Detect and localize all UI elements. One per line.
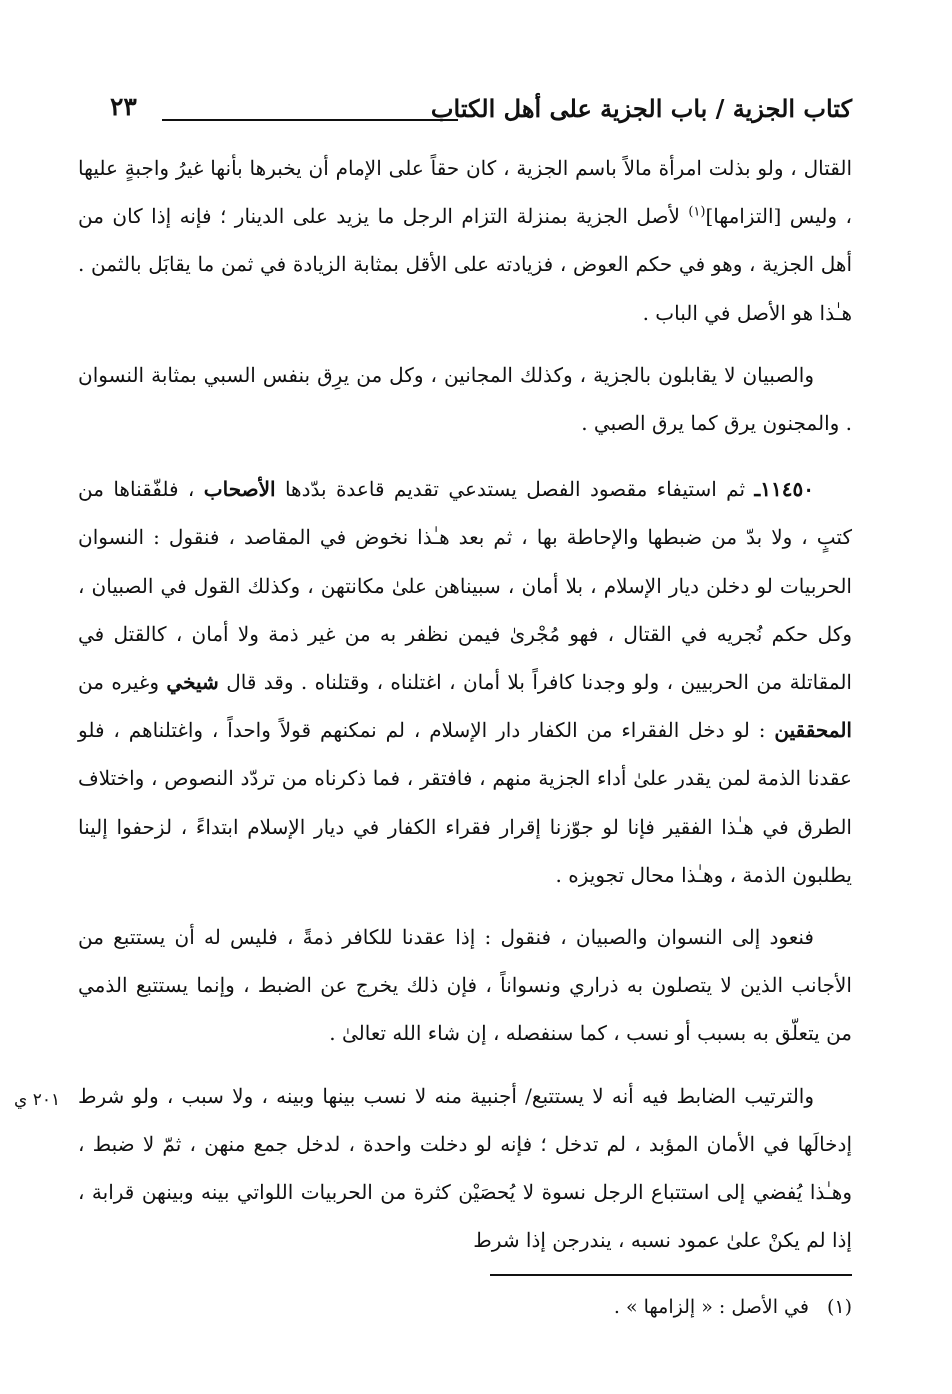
term-shaykhi: شيخي	[166, 670, 219, 695]
paragraph-3	[78, 465, 852, 899]
footnote-rule	[490, 1274, 852, 1276]
main-text	[78, 144, 852, 1264]
footnote-ref: (١)	[688, 204, 706, 220]
paragraph-1	[78, 144, 852, 337]
term-ashab: الأصحاب	[203, 477, 276, 502]
footnote	[614, 1296, 852, 1318]
paragraph-3-text-a: ثم استيفاء مقصود الفصل يستدعي تقديم قاعدة بدّدها	[275, 477, 755, 502]
paragraph-2: والصبيان لا يقابلون بالجزية ، وكذلك المجانين ، وكل من يرِق بنفس السبي بمثابة النسوان . والمجنون يرق كما يرق الصبي .	[78, 362, 852, 436]
paragraph-3-text-c: وغيره من	[78, 670, 167, 695]
running-header	[100, 94, 852, 134]
paragraph-3-text-b: ، فلفّقناها من كتبٍ ، ولا بدّ من ضبطها والإحاطة بها ، ثم بعد هـٰذا نخوض في المقاصد ، فنقول : النسوان الحربيات لو دخلن ديار الإسلام ، بلا أمان ، سبيناهن علىٰ مكانتهن ، وكذلك القول في الصبيان ، وكل حكم نُجريه في القتال ، فهو مُجْرىٰ فيمن نظفر به من غير ذمة ولا أمان ، كالقتل في المقاتلة من الحربيين ، ولو وجدنا كافراً بلا أمان ، اغتلناه ، وقتلناه . وقد قال	[78, 477, 852, 695]
term-muhaqqiqin: المحققين	[774, 718, 852, 743]
paragraph-5: والترتيب الضابط فيه أنه لا يستتبع/ أجنبية منه لا نسب بينها وبينه ، ولا سبب ، ولو شرط إدخالَها في الأمان المؤبد ، لم تدخل ؛ فإنه لو دخلت واحدة ، لدخل جمع منهن ، ثمّ لا ضبط ، وهـٰذا يُفضي إلى استتباع الرجل نسوة لا يُحصَيْن كثرة من الحربيات اللواتي بينه وبينهن قرابة ، إذا لم يكنْ علىٰ عمود نسبه ، يندرجن إذا شرط	[78, 1083, 852, 1253]
page-number: ٢٣	[110, 92, 137, 121]
margin-folio-note: ٢٠١ ي	[14, 1090, 61, 1110]
paragraph-3-text-d: : لو دخل الفقراء من الكفار دار الإسلام ، لم نمكنهم قولاً واحداً ، واغتلناهم ، فلو عقدنا الذمة لمن يقدر علىٰ أداء الجزية منهم ، فافتقر ، فما ذكرناه من تردّد النصوص ، واختلاف الطرق في هـٰذا الفقير فإنا لو جوّزنا إقرار فقراء الكفار في ديار الإسلام ابتداءً ، لزحفوا إلينا يطلبون الذمة ، وهـٰذا محال تجويزه .	[78, 718, 852, 887]
running-header-title: كتاب الجزية / باب الجزية على أهل الكتاب	[430, 94, 852, 123]
footnote-text: في الأصل : « إلزامها » .	[613, 1296, 809, 1318]
header-rule	[162, 119, 458, 121]
footnote-marker: (١)	[826, 1296, 852, 1318]
paragraph-1-text-cont: لأصل الجزية بمنزلة التزام الرجل ما يزيد على الدينار ؛ فإنه إذا كان من أهل الجزية ، وهو في حكم العوض ، فزيادته على الأقل بمثابة الزيادة في ثمن ما يقابَل بالثمن . هـٰذا هو الأصل في الباب .	[78, 204, 852, 325]
paragraph-number: ١١٤٥٠ـ	[754, 477, 814, 502]
paragraph-1-text: القتال ، ولو بذلت امرأة مالاً باسم الجزية ، كان حقاً على الإمام أن يخبرها بأنها غيرُ واجبةٍ عليها ، وليس [التزامها]	[78, 156, 852, 229]
paragraph-4: فنعود إلى النسوان والصبيان ، فنقول : إذا عقدنا للكافر ذمةً ، فليس له أن يستتبع من الأجانب الذين لا يتصلون به ذراري ونسواناً ، فإن ذلك يخرج عن الضبط ، وإنما يستتبع الذمي من يتعلّق به بسبب أو نسب ، كما سنفصله ، إن شاء الله تعالىٰ .	[78, 925, 852, 1046]
